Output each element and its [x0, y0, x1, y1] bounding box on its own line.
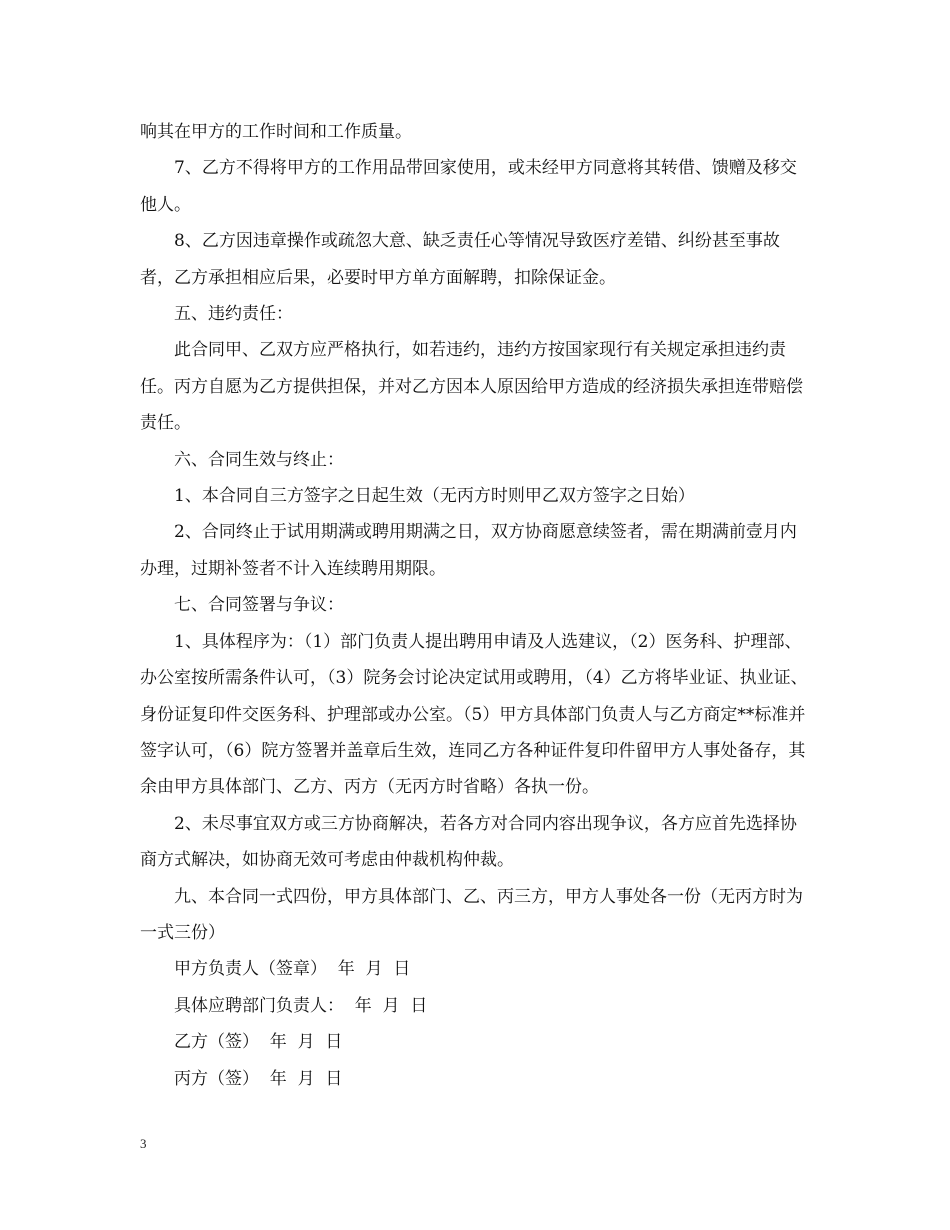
paragraph-continuation: 响其在甲方的工作时间和工作质量。: [140, 122, 412, 142]
signature-line-party-a: 甲方负责人（签章） 年 月 日: [174, 959, 411, 980]
paragraph-procedure-1: 1、具体程序为：（1）部门负责人提出聘用申请及人选建议，（2）医务科、护理部、办公室按所需条件认可，（3）院务会讨论决定试用或聘用，（4）乙方将毕业证、执业证、身份证复印件交医务科、护理部或办公室。（5）甲方具体部门负责人与乙方商定**标准并签字认可，（6）院方签署并盖章后生效，连同乙方各种证件复印件留甲方人事处备存，其余由甲方具体部门、乙方、丙方（无丙方时省略）各执一份。: [140, 631, 808, 798]
signature-line-party-b: 乙方（签） 年 月 日: [174, 1032, 343, 1053]
section-heading-breach: 五、违约责任：: [174, 304, 293, 325]
section-heading-signing-dispute: 七、合同签署与争议：: [174, 595, 344, 616]
paragraph-effect-1: 1、本合同自三方签字之日起生效（无丙方时则甲乙双方签字之日始）: [174, 486, 695, 507]
paragraph-breach-liability: 此合同甲、乙双方应严格执行，如若违约，违约方按国家现行有关规定承担违约责任。丙方自愿为乙方提供担保，并对乙方因本人原因给甲方造成的经济损失承担连带赔偿责任。: [140, 340, 803, 434]
section-heading-effect-termination: 六、合同生效与终止：: [174, 449, 344, 470]
signature-line-department-head: 具体应聘部门负责人： 年 月 日: [174, 995, 428, 1016]
signature-line-party-c: 丙方（签） 年 月 日: [174, 1068, 343, 1089]
paragraph-termination-2: 2、合同终止于试用期满或聘用期满之日，双方协商愿意续签者，需在期满前壹月内办理，过期补签者不计入连续聘用期限。: [140, 522, 797, 579]
page-number: 3: [140, 1136, 147, 1151]
paragraph-dispute-2: 2、未尽事宜双方或三方协商解决，若各方对合同内容出现争议，各方应首先选择协商方式解决，如协商无效可考虑由仲裁机构仲裁。: [140, 813, 797, 871]
paragraph-clause-7: 7、乙方不得将甲方的工作用品带回家使用，或未经甲方同意将其转借、馈赠及移交他人。: [140, 158, 797, 215]
document-body: [140, 114, 812, 1097]
paragraph-clause-8: 8、乙方因违章操作或疏忽大意、缺乏责任心等情况导致医疗差错、纠纷甚至事故者，乙方承担相应后果，必要时甲方单方面解聘，扣除保证金。: [140, 231, 780, 288]
paragraph-copies-9: 九、本合同一式四份，甲方具体部门、乙、丙三方，甲方人事处各一份（无丙方时为一式三份）: [140, 886, 803, 943]
